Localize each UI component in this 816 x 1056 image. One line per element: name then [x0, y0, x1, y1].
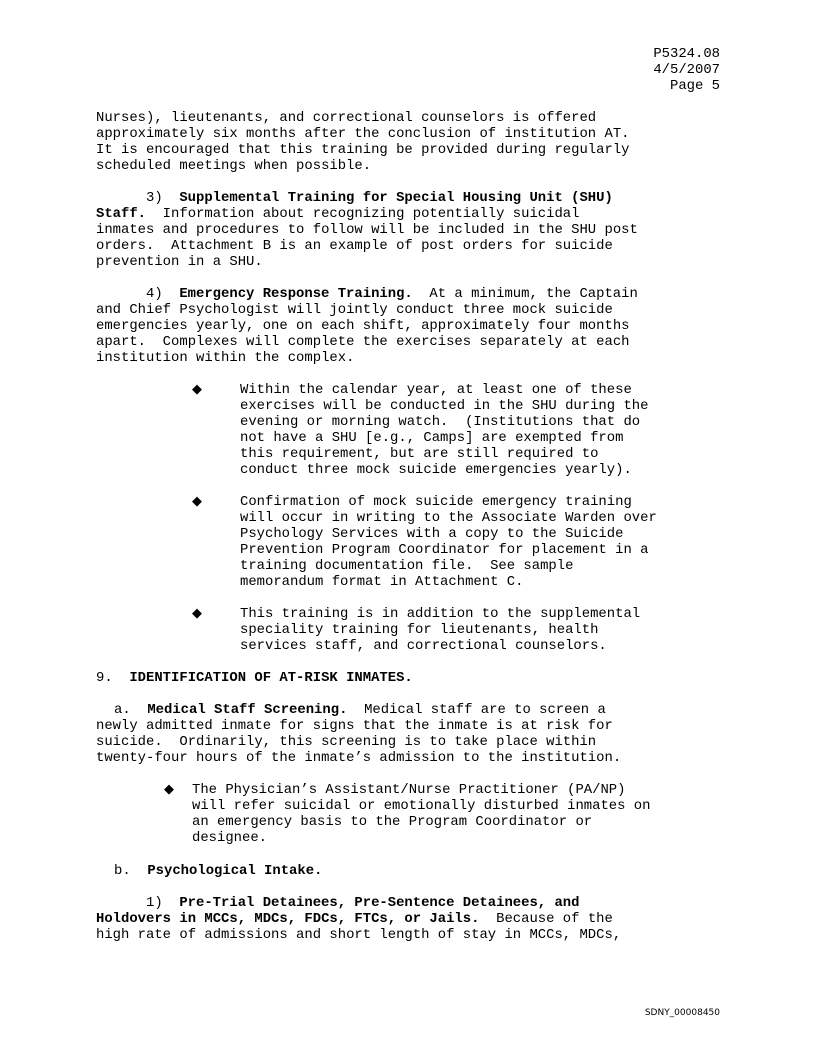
intro-line: approximately six months after the conclusion of institution AT.	[96, 126, 630, 142]
sub-b-heading	[114, 863, 322, 879]
item3-heading	[146, 190, 613, 206]
bullet-line: memorandum format in Attachment C.	[240, 574, 524, 590]
sub-a-line: twenty-four hours of the inmate’s admission to the institution.	[96, 750, 622, 766]
bullet-line: training documentation file. See sample	[240, 558, 574, 574]
bullet-line: conduct three mock suicide emergencies yearly).	[240, 462, 632, 478]
item-b1-title-cont: Holdovers in MCCs, MDCs, FDCs, FTCs, or Jails.	[96, 911, 480, 927]
intro-line: It is encouraged that this training be provided during regularly	[96, 142, 630, 158]
item3-line: inmates and procedures to follow will be included in the SHU post	[96, 222, 638, 238]
bullet-line: Within the calendar year, at least one of these	[240, 382, 632, 398]
item-b1-text: Because of the	[479, 911, 613, 927]
bullet-line: designee.	[192, 830, 268, 846]
bullet-line: will occur in writing to the Associate Warden over	[240, 510, 657, 526]
sub-a-title: Medical Staff Screening.	[147, 702, 348, 718]
bates-number: SDNY_00008450	[644, 1008, 720, 1018]
item3-line: orders. Attachment B is an example of post orders for suicide	[96, 238, 613, 254]
item-b1-line: high rate of admissions and short length of stay in MCCs, MDCs,	[96, 927, 622, 943]
sub-a-text: Medical staff are to screen a	[347, 702, 606, 718]
bullet-line: speciality training for lieutenants, health	[240, 622, 599, 638]
section-number: 9.	[96, 670, 113, 686]
item3-line	[96, 206, 579, 222]
bullet-line: will refer suicidal or emotionally disturbed inmates on	[192, 798, 651, 814]
item3-text: Information about recognizing potentially suicidal	[146, 206, 580, 222]
item4-title: Emergency Response Training.	[179, 286, 413, 302]
sub-b-label: b.	[114, 863, 131, 879]
bullet-line: services staff, and correctional counselors.	[240, 638, 607, 654]
bullet-line: this requirement, but are still required to	[240, 446, 599, 462]
sub-b-title: Psychological Intake.	[147, 863, 323, 879]
bullet-line: not have a SHU [e.g., Camps] are exempted from	[240, 430, 624, 446]
item4-number: 4)	[146, 286, 163, 302]
item4-line: emergencies yearly, one on each shift, approximately four months	[96, 318, 630, 334]
bullet-line: exercises will be conducted in the SHU during the	[240, 398, 649, 414]
item-b1-number: 1)	[146, 895, 163, 911]
item4-line: institution within the complex.	[96, 350, 355, 366]
sub-a-heading	[114, 702, 606, 718]
section-heading	[96, 670, 413, 686]
section-title: IDENTIFICATION OF AT-RISK INMATES.	[129, 670, 413, 686]
intro-line: scheduled meetings when possible.	[96, 158, 372, 174]
item4-line: apart. Complexes will complete the exercises separately at each	[96, 334, 630, 350]
item-b1-heading	[146, 895, 579, 911]
bullet-line: This training is in addition to the supplemental	[240, 606, 641, 622]
item-b1-line	[96, 911, 613, 927]
bullet-line: Confirmation of mock suicide emergency training	[240, 494, 632, 510]
bullet-line: Psychology Services with a copy to the Suicide	[240, 526, 624, 542]
sub-a-line: newly admitted inmate for signs that the inmate is at risk for	[96, 718, 613, 734]
item3-title-cont: Staff.	[96, 206, 147, 222]
item4-text: At a minimum, the Captain	[412, 286, 638, 302]
sub-a-label: a.	[114, 702, 131, 718]
item-b1-title: Pre-Trial Detainees, Pre-Sentence Detainees, and	[179, 895, 580, 911]
diamond-bullet-icon: ◆	[192, 606, 202, 621]
item4-line: and Chief Psychologist will jointly conduct three mock suicide	[96, 302, 613, 318]
intro-line: Nurses), lieutenants, and correctional counselors is offered	[96, 110, 597, 126]
bullet-line: evening or morning watch. (Institutions that do	[240, 414, 641, 430]
item3-title: Supplemental Training for Special Housing Unit (SHU)	[179, 190, 613, 206]
bullet-line: Prevention Program Coordinator for placement in a	[240, 542, 649, 558]
diamond-bullet-icon: ◆	[192, 382, 202, 397]
doc-number: P5324.08	[653, 46, 720, 62]
doc-date: 4/5/2007	[653, 62, 720, 78]
item4-heading	[146, 286, 638, 302]
bullet-line: an emergency basis to the Program Coordinator or	[192, 814, 593, 830]
diamond-bullet-icon: ◆	[192, 494, 202, 509]
bullet-line: The Physician’s Assistant/Nurse Practitioner (PA/NP)	[192, 782, 626, 798]
item3-number: 3)	[146, 190, 163, 206]
diamond-bullet-icon: ◆	[164, 782, 174, 797]
item3-line: prevention in a SHU.	[96, 254, 263, 270]
sub-a-line: suicide. Ordinarily, this screening is to take place within	[96, 734, 597, 750]
page-number: Page 5	[669, 78, 720, 94]
